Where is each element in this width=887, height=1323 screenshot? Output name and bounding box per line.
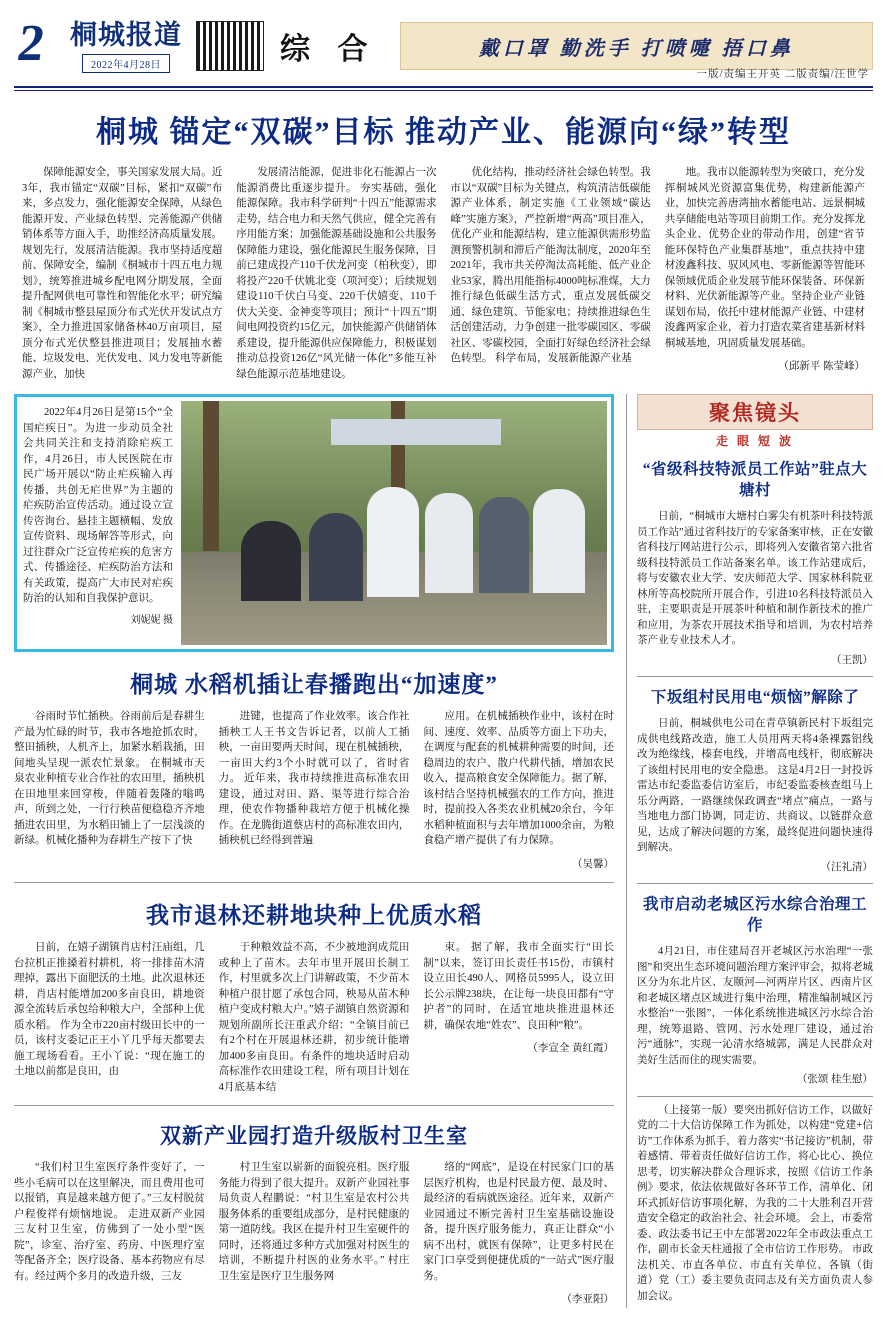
photo-caption <box>21 401 175 645</box>
lead-headline: 桐城 锚定“双碳”目标 推动产业、能源向“绿”转型 <box>96 116 791 149</box>
right-divider-2 <box>637 883 873 884</box>
clinic-column-3-text: 络的“网底”，是设在村民家门口的基层医疗机构，也是村民最方便、最及时、最经济的看病就医途径。近年来，双新产业园通过不断完善村卫生室基础设施设备，提升医疗服务能力，真正让群众“小病不出村，就医有保障”，让更多村民在家门口享受到便捷优质的“一站式”医疗服务。 <box>423 1162 615 1282</box>
lead-byline: （邱新平 陈莹峰） <box>778 361 865 372</box>
forest-column-1 <box>14 940 205 1095</box>
right-item-2-text: 日前，桐城供电公司在青草镇新民村下坂组完成供电线路改造，施工人员用两天将4条裸露铝线改为绝缘线，榛套电线，并增高电线杆，彻底解决了该组村民用电的安全隐患。 这是4月2日一封投诉雷达市纪委监委信访室后，市纪委监委核查组马上乐分两路，一路继续保政调查“堵点”痛点，一路与当地电力部门协调，同走访、共商议、以链群众意见，达成了解决问题的方案，最终促进问题快速得到解决。 <box>637 718 873 853</box>
clinic-article-title: 双新产业园打造升级版村卫生室 <box>160 1124 468 1148</box>
forest-column-2 <box>219 940 410 1095</box>
clinic-column-1 <box>14 1160 205 1308</box>
continued-from-page-one <box>637 1096 873 1305</box>
photo-person-3 <box>367 487 419 597</box>
editors-credit: 一版/责编王开英 二版责编/汪世学 <box>696 69 869 80</box>
lead-column-2-text: 发展清洁能源，促进非化石能源占一次能源消费比重逐步提升。 夯实基础，强化能源保障。我市科学研判“十四五”能源需求走势，结合电力和天然气供应，健全完善有序用能方案；加强能源基础设施和公共服务保障能力建设，强化能源民生服务保障，目前已建成投产110千伏龙河变（柏秋变），即将投产220千伏姚北变（项河变）；后续规划建设110千伏白马变、220千伏嬉变、110千伏大关变、金神变等项目；预计“十四五”期间电网投资约15亿元，加快能源产供储销体系建设，提升能源供应保障能力，积极谋划推动总投资126亿“风光储一体化”多能互补绿色能源示范基地建设。 <box>236 167 437 380</box>
rice-column-2-text: 进键，也提高了作业效率。该合作社插秧工人王书文告诉记者，以前人工插秧，一亩田要两天时间，现在机械插秧，一亩田大约3个小时就可以了，省时省力。 近年来，我市持续推进高标准农田建设，通过对田、路、渠等进行综合治理，使农作物播种栽培方便于机械化操作。在龙腾街道蔡店村的高标准农田内，插秧机已经得到普遍 <box>218 711 410 846</box>
right-section-subtitle: 走 眼 短 波 <box>715 434 794 448</box>
photo-credit: 刘妮妮 摄 <box>130 614 173 626</box>
forest-column-3-text: 束。 据了解，我市全面实行“田长制”以来，签订田长责任书15份，市镇村设立田长490人、网格员5995人，设立田长公示牌238块，在让每一块良田都有“守护者”的同时，在适宜地块推进退林还耕，确保农地“姓农”、良田种“粮”。 <box>423 942 615 1031</box>
paper-name: 桐城报道 <box>70 19 182 50</box>
right-item-3-text: 4月21日，市住建局召开老城区污水治理“一张图”和突出生态环境问题治理方案评审会，拟将老城区分为东北片区、友颐河—河两岸片区、西南片区和老城区堵点区域进行集中治理，精准编制城区污水整治“一张图”，一体化系统推进城区污水综合治理，统筹退路、管网、污水处理厂建设，通过治污“通脉”，实现一沁清水络城郭，满足人民群众对美好生活而住的现实需要。 <box>637 946 873 1066</box>
right-item-1-text: 日前，“桐城市大塘村白雾尖有机茶叶科技特派员工作站”通过省科技厅的专家备案审核，正在安徽省科技厅网站进行公示，即将列入安徽省第六批省级科技特派员工作站备案名单。该工作站建成后，将与安徽农业大学、安庆师范大学、国家林科院亚林所等高校院所开展合作，引进10名科技特派员入驻，主要职责是开展茶叶种植和制作新技术的推广和应用，为茶农开展技术指导和培训，为农村培养茶产业专业技术人才。 <box>637 511 873 646</box>
lead-column-1-text: 保障能源安全，事关国家发展大局。近3年，我市锚定“双碳”目标，紧扣“双碳”布来，多点发力，强化能源安全保障，从绿色能源开发、产业绿色转型、完善能源产供储销体系等方面入手，助推经济高质量发展。 规划先行，发展清洁能源。我市坚持适度超前、保障安全，编制《桐城市十四五电力规划》，统筹推进城乡配电网分期发展，全面提升配网供电可靠性和智能化水平；研究编制《桐城市整县屋顶分布式光伏开发试点方案》，全力推进国家储备林40万亩项目，屋顶分布式光伏整县推进项目；发展抽水蓄能、垃圾发电、光伏发电、风力发电等新能源产业，加快 <box>22 167 223 380</box>
right-section-masthead <box>637 394 873 430</box>
clinic-column-1-text: “我们村卫生室医疗条件变好了，一些小毛病可以在这里解决，而且费用也可以报销，真是越来越方便了。”三友村脱贫户程俊祥有烦恼地说。 走进双新产业园三友村卫生室，仿佛到了一处小型“医院”，诊室、治疗室、药房、中医理疗室等配备齐全；医疗设备、基本药物应有尽有。经过两个多月的改造升级，三友 <box>14 1162 205 1282</box>
photo-block <box>14 394 614 652</box>
right-divider-1 <box>637 676 873 677</box>
lead-column-1 <box>22 165 222 382</box>
continued-text: （上接第一版）要突出抓好信访工作，以做好党的二十大信访保障工作为抓处，以构建“党建+信访”工作体系为抓手，着力落实“书记接访”机制，带着感情、带着责任做好信访工作，将心比心、换位思考，切实解决群众合理诉求，按照《信访工作条例》要求，依法依规做好各环节工作，清单化、闭环式抓好信访事项化解，为我的二十大胜利召开营造安全稳定的政治社会、社会环境。 会上，市委常委、政法委书记王中左部署2022年全市政法重点工作，副市长金天柱通报了全市信访工作形势。 市政法机关、市直各单位、市直有关单位、各镇（街道）党（工）委主要负责同志及有关方面负责人参加会议。 <box>637 1104 873 1302</box>
right-item-2-title: 下坂组村民用电“烦恼”解除了 <box>650 689 860 706</box>
rice-column-3 <box>423 709 614 872</box>
rice-byline: （吴馨） <box>572 858 615 870</box>
forest-article-columns <box>14 940 614 1095</box>
main-area <box>14 394 873 1308</box>
page-number-badge <box>14 15 62 74</box>
rice-forest-divider <box>14 882 614 883</box>
issue-date: 2022年4月28日 <box>82 54 170 73</box>
clinic-column-2-text: 村卫生室以崭新的面貌亮相。医疗服务能力得到了很大提升。双新产业园社事局负责人程鹏说：“村卫生室是农村公共服务体系的重要组成部分，是村民健康的第一道防线。我区在提升村卫生室硬件的同时，还将通过多种方式加强对村医生的培训，不断提升村医的业务水平。” 村庄卫生室是医疗卫生服务网 <box>218 1162 410 1282</box>
right-item-1-title: “省级科技特派员工作站”驻点大塘村 <box>642 461 868 499</box>
forest-column-3 <box>423 940 614 1095</box>
photo-person-5 <box>479 497 529 593</box>
lead-column-3-text: 优化结构，推动经济社会绿色转型。我市以“双碳”目标为关键点，构筑清洁低碳能源产业体系，制定实施《工业领域“碳达峰”实施方案》，严控新增“两高”项目准入，优化产业和能源结构，建立能源供需形势监测预警机制和滞后产能淘汰制度，2020年至2021年，我市共关停淘汰高耗能、低产业企业53家，腾出用能指标4000吨标准煤，大力推行绿色低碳生活方式，重点发展低碳交通、绿色建筑、节能家电；持续推进绿色生活创建活动，力争创建一批零碳园区、零碳社区、零碳校园，全面打好绿色经济社会绿色转型。 科学布局，发展新能源产业基 <box>450 167 651 364</box>
right-item-3-title: 我市启动老城区污水综合治理工作 <box>642 896 867 934</box>
masthead-divider <box>14 86 873 88</box>
clinic-column-3 <box>423 1160 614 1308</box>
right-item-2-body <box>637 716 873 875</box>
photo-person-2 <box>309 513 363 601</box>
photo-person-1 <box>241 521 301 601</box>
photo-tent <box>331 419 501 445</box>
photo-tree-1 <box>203 401 219 551</box>
right-item-2-byline: （汪礼清） <box>820 861 873 873</box>
right-item-1-body <box>637 509 873 668</box>
lead-article-columns <box>14 165 873 382</box>
photo-person-6 <box>533 489 585 593</box>
lead-column-4-text: 地。我市以能源转型为突破口，充分发挥桐城风光资源富集优势，构建新能源产业，加快完善唐湾抽水蓄能电站、远景桐城共享储能电站等项目前期工作。充分发挥龙头企业、优势企业的带动作用，创建“省节能环保特色产业集群基地”，重点扶持中建材浚鑫科技、驭风风电、零新能源等智能环保领域优质企业发展节能环保装备、环保新材料、光伏新能源等产业。坚持企业产业链谋划布局，依托中建材能源产业链、中建材浚鑫两家企业，着力打造农菜省建基新材料桐城基地，巩固质量发展基础。 <box>664 167 865 349</box>
rice-column-2 <box>219 709 410 872</box>
forest-byline: （李宣全 黄红霞） <box>527 1043 615 1054</box>
rice-article-title: 桐城 水稻机插让春播跑出“加速度” <box>130 672 498 697</box>
clinic-column-2 <box>219 1160 410 1308</box>
lead-column-4 <box>665 165 865 382</box>
lead-column-3 <box>451 165 651 382</box>
lead-column-2 <box>236 165 436 382</box>
banner-slogan: 戴口罩 勤洗手 打喷嚏 捂口鼻 <box>478 37 794 60</box>
rice-column-1-text: 谷雨时节忙插秧。谷雨前后是春耕生产最为忙碌的时节，我市各地抢抓农时，整田插秧，人机齐上，加紧水稻栽插，田间地头呈现一派农忙景象。 在桐城市天泉农业种植专业合作社的农田里，插秧机在田地里来回穿梭，伴随着轰隆的嗡鸣声，所到之处，一行行秧苗便稳稳齐齐地插进农田里，为水稻田铺上了一层浅淡的新绿。机械化播种为春耕生产按下了快 <box>14 711 205 846</box>
forest-clinic-divider <box>14 1105 614 1106</box>
forest-article-title: 我市退林还耕地块种上优质水稻 <box>146 903 482 928</box>
photo-caption-text: 2022年4月26日是第15个“全国疟疾日”。为进一步动员全社会共同关注和支持消除疟疾工作，4月26日，市人民医院在市民广场开展以“防止疟疾输入再传播，共创无疟世界”为主题的疟疾防治宣传活动。通过设立宣传咨询台、悬挂主题横幅、发放宣传资料、现场解答等形式，向过往群众广泛宣传疟疾的危害方式、传播途径、疟疾防治方法和有关政策，提高广大市民对疟疾防治的认知和自我保护意识。 <box>23 407 173 604</box>
news-photo <box>181 401 607 645</box>
right-column-area <box>626 394 873 1308</box>
right-item-1-byline: （王凯） <box>831 654 873 666</box>
decorative-hatch <box>196 21 264 71</box>
right-item-3-byline: （张颂 桂生慰） <box>796 1074 873 1085</box>
masthead-divider-2 <box>14 90 873 91</box>
photo-person-4 <box>425 493 473 593</box>
right-section-title: 聚焦镜头 <box>709 401 801 425</box>
forest-column-1-text: 日前，在嬉子湖镇肖店村汪庙组，几台拉机正推搡着村耕机，将一排排苗木清理掉，露出下面肥沃的土地。此次退林还耕，肖店村能增加200多亩良田，耕地资源全流转后承包给种粮大户，全部种上优质水稻。 作为全市220亩村级田长中的一员，该村支委记正王小丫几乎每天都要去施工现场看看。王小丫说：“现在施工的土地以前都是良田，由 <box>14 942 205 1077</box>
rice-column-1 <box>14 709 205 872</box>
left-column-area <box>14 394 614 1308</box>
page-number: 2 <box>14 15 49 72</box>
public-health-banner <box>400 22 874 70</box>
section-name: 综 合 <box>280 33 378 66</box>
rice-article-columns <box>14 709 614 872</box>
right-item-3-body <box>637 944 873 1088</box>
rice-column-3-text: 应用。在机械插秧作业中，该村在时间、速度、效率、品质等方面上下功夫，在调度与配套的机械耕种需要的时间，还稳周边的农户、散户代耕代插，增加农民收入，提高粮食安全保障能力。据了解，该村结合坚持机械强农的工作方向，推进时，提前投入各类农业机械20余台，今年水稻种植面积与去年增加1000余亩，为粮食稳产增产提供了有力保障。 <box>423 711 615 846</box>
clinic-byline: （李亚阳） <box>561 1294 615 1305</box>
forest-column-2-text: 于种粮效益不高，不少被地润成荒田或种上了苗木。去年市里开展田长制工作，村里就多次上门讲解政策，不少苗木种植户很甘愿了承包合同，秧易从苗木种植户变成村粮大户。”嬉子湖镇自然资源和规划所副所长汪重武介绍：“全镇目前已有2个村在开展退林还耕，初步统计能增加400多亩良田。有条件的地块适时启动高标准作农田建设工程，所有项目计划在4月底基本结 <box>218 942 410 1093</box>
clinic-article-columns <box>14 1160 614 1308</box>
paper-title-block <box>70 20 182 73</box>
